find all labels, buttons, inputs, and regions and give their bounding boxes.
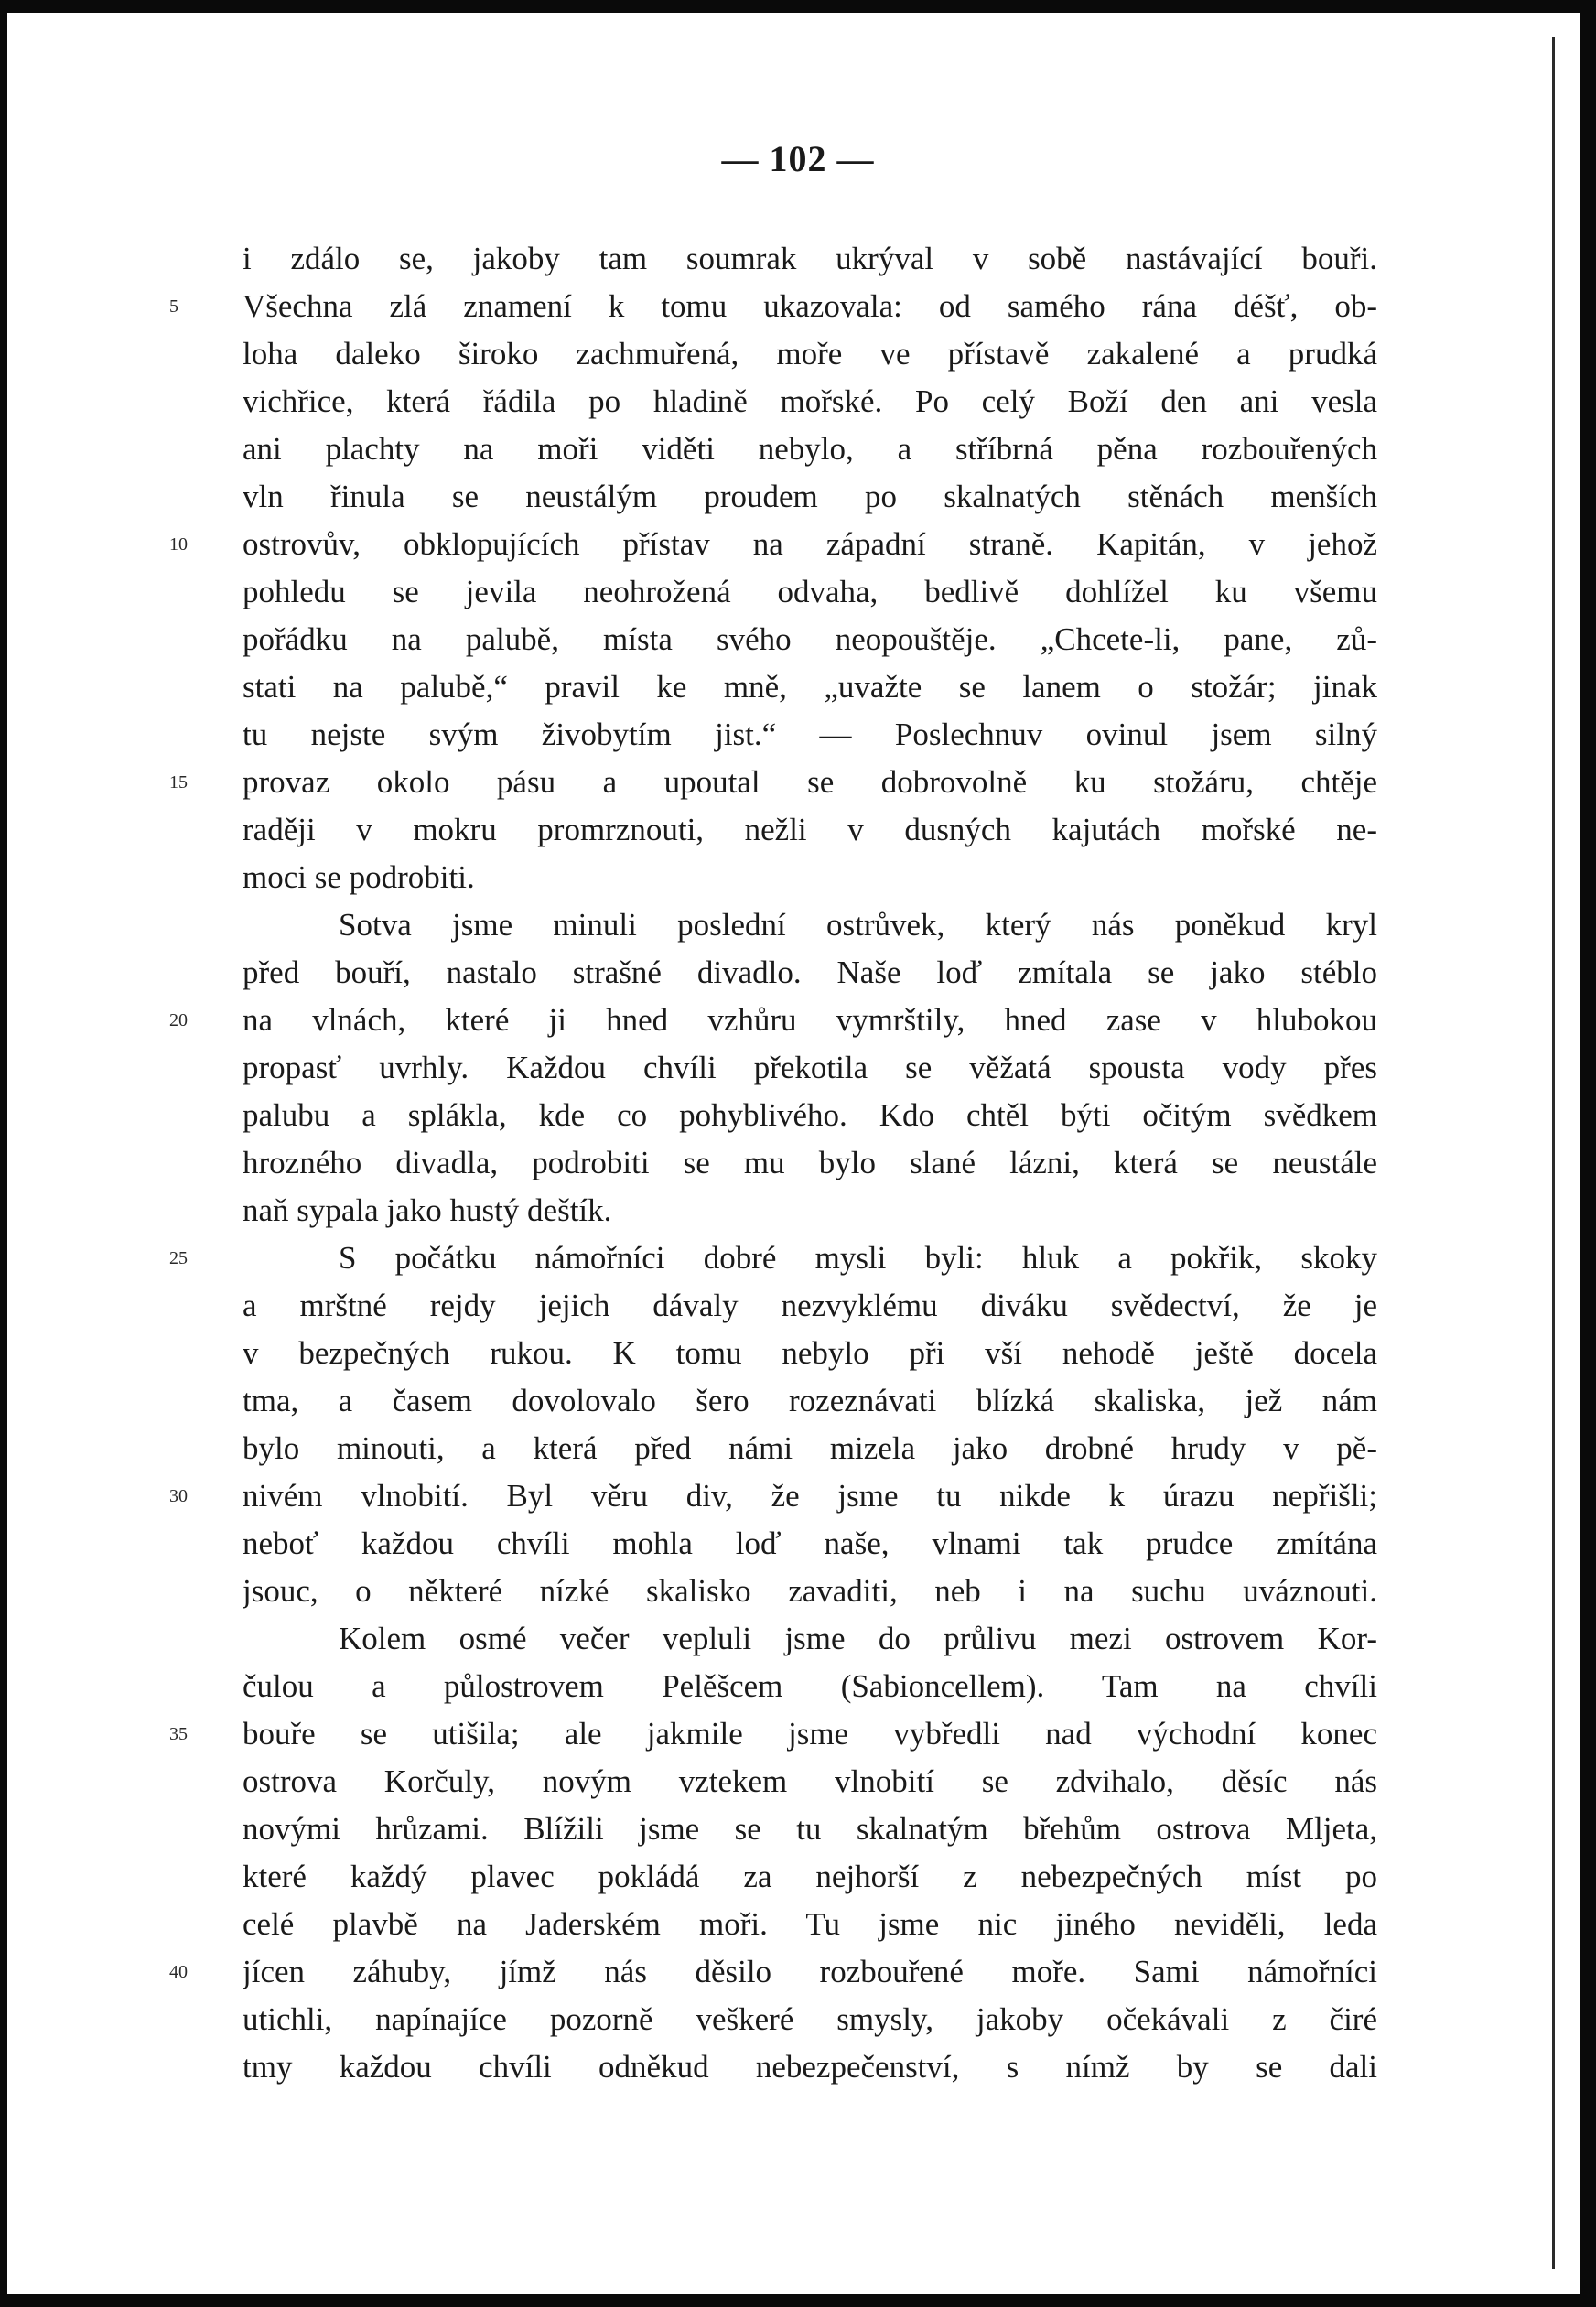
text-line: utichli, napínajíce pozorně veškeré smysly, jakoby očekávali z čiré xyxy=(243,2001,1377,2037)
text-line: a mrštné rejdy jejich dávaly nezvyklému diváku svědectví, že je xyxy=(243,1288,1377,1323)
text-line: tma, a časem dovolovalo šero rozeznávati blízká skaliska, jež nám xyxy=(243,1383,1377,1418)
text-line: neboť každou chvíli mohla loď naše, vlnami tak prudce zmítána xyxy=(243,1525,1377,1561)
text-line: na vlnách, které ji hned vzhůru vymrštily, hned zase v hlubokou xyxy=(243,1002,1377,1038)
line-number: 15 xyxy=(169,772,188,792)
text-line: bylo minouti, a která před námi mizela jako drobné hrudy v pě- xyxy=(243,1430,1377,1466)
line-number: 10 xyxy=(169,534,188,555)
text-line: před bouří, nastalo strašné divadlo. Naše loď zmítala se jako stéblo xyxy=(243,954,1377,990)
text-line: novými hrůzami. Blížili jsme se tu skalnatým břehům ostrova Mljeta, xyxy=(243,1811,1377,1847)
page-number: — 102 — xyxy=(721,138,875,179)
text-line: pořádku na palubě, místa svého neopouštěje. „Chcete-li, pane, zů- xyxy=(243,621,1377,657)
scan-border-right xyxy=(1580,0,1596,2307)
scan-border-left xyxy=(0,0,7,2307)
line-number: 5 xyxy=(169,296,178,317)
text-line: propasť uvrhly. Každou chvíli překotila se věžatá spousta vody přes xyxy=(243,1050,1377,1085)
text-line: celé plavbě na Jaderském moři. Tu jsme nic jiného neviděli, leda xyxy=(243,1906,1377,1942)
body-text xyxy=(243,235,1377,2091)
text-line: moci se podrobiti. xyxy=(243,859,475,895)
text-line: které každý plavec pokládá za nejhorší z nebezpečných míst po xyxy=(243,1859,1377,1894)
text-line: provaz okolo pásu a upoutal se dobrovolně ku stožáru, chtěje xyxy=(243,764,1377,800)
line-number: 40 xyxy=(169,1962,188,1982)
line-number: 25 xyxy=(169,1248,188,1268)
text-line: loha daleko široko zachmuřená, moře ve přístavě zakalené a prudká xyxy=(243,336,1377,372)
scan-border-top xyxy=(0,0,1596,13)
text-line: čulou a půlostrovem Pelěšcem (Sabioncellem). Tam na chvíli xyxy=(243,1668,1377,1704)
text-line: pohledu se jevila neohrožená odvaha, bedlivě dohlížel ku všemu xyxy=(243,574,1377,609)
text-line: bouře se utišila; ale jakmile jsme vybředli nad východní konec xyxy=(243,1716,1377,1752)
text-line: tmy každou chvíli odněkud nebezpečenství, s nímž by se dali xyxy=(243,2049,1377,2085)
line-number: 20 xyxy=(169,1010,188,1030)
text-line: naň sypala jako hustý deštík. xyxy=(243,1192,612,1228)
text-line: ostrova Korčuly, novým vztekem vlnobití se zdvihalo, děsíc nás xyxy=(243,1763,1377,1799)
text-line: palubu a splákla, kde co pohyblivého. Kdo chtěl býti očitým svědkem xyxy=(243,1097,1377,1133)
line-number: 35 xyxy=(169,1724,188,1744)
text-line: vln řinula se neustálým proudem po skalnatých stěnách menších xyxy=(243,479,1377,514)
page-edge-rule xyxy=(1552,37,1555,2269)
text-line: jsouc, o některé nízké skalisko zavaditi, neb i na suchu uváznouti. xyxy=(243,1573,1377,1609)
text-line: nivém vlnobití. Byl věru div, že jsme tu nikde k úrazu nepřišli; xyxy=(243,1478,1377,1514)
text-line: v bezpečných rukou. K tomu nebylo při vší nehodě ještě docela xyxy=(243,1335,1377,1371)
line-number: 30 xyxy=(169,1486,188,1506)
text-line: vichřice, která řádila po hladině mořské. Po celý Boží den ani vesla xyxy=(243,383,1377,419)
text-line: Sotva jsme minuli poslední ostrůvek, který nás poněkud kryl xyxy=(339,907,1377,943)
text-line: Všechna zlá znamení k tomu ukazovala: od samého rána déšť, ob- xyxy=(243,288,1377,324)
text-line: ani plachty na moři viděti nebylo, a stříbrná pěna rozbouřených xyxy=(243,431,1377,467)
text-line: stati na palubě,“ pravil ke mně, „uvažte se lanem o stožár; jinak xyxy=(243,669,1377,705)
text-line: tu nejste svým živobytím jist.“ — Poslechnuv ovinul jsem silný xyxy=(243,717,1377,752)
text-line: Kolem osmé večer vepluli jsme do průlivu mezi ostrovem Kor- xyxy=(339,1621,1377,1656)
text-line: raději v mokru promrznouti, nežli v dusných kajutách mořské ne- xyxy=(243,812,1377,847)
scan-border-bottom xyxy=(0,2294,1596,2307)
text-line: S počátku námořníci dobré mysli byli: hluk a pokřik, skoky xyxy=(339,1240,1377,1276)
text-line: hrozného divadla, podrobiti se mu bylo slané lázni, která se neustále xyxy=(243,1145,1377,1180)
text-line: jícen záhuby, jímž nás děsilo rozbouřené moře. Sami námořníci xyxy=(243,1954,1377,1989)
text-line: i zdálo se, jakoby tam soumrak ukrýval v sobě nastávající bouři. xyxy=(243,241,1377,276)
text-line: ostrovův, obklopujících přístav na západní straně. Kapitán, v jehož xyxy=(243,526,1377,562)
